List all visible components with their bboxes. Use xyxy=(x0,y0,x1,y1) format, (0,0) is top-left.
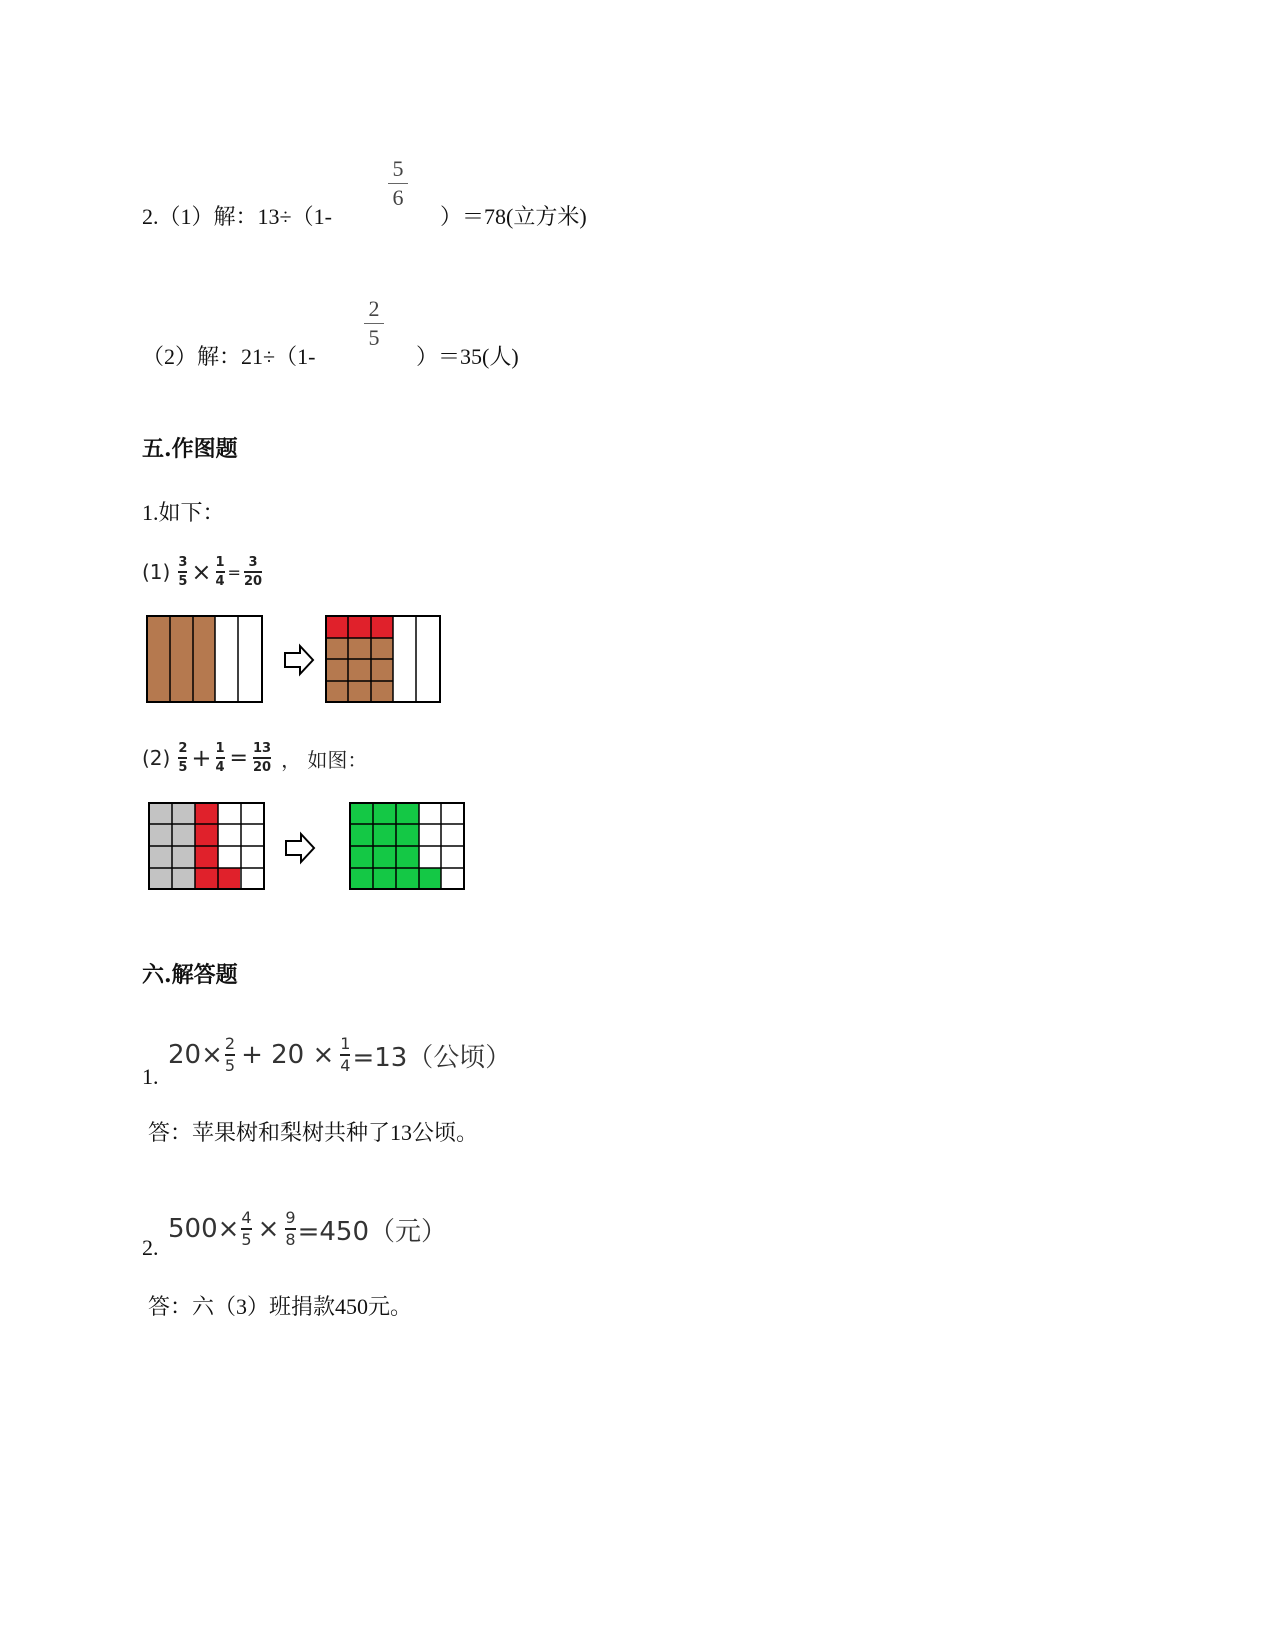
s6-q1-formula xyxy=(168,1028,511,1082)
fig2-fraction-b xyxy=(216,742,225,774)
shaded-cell xyxy=(218,868,240,889)
s6-q2-number: 2. xyxy=(142,1235,159,1260)
formula-term: 20× xyxy=(168,1040,223,1070)
shaded-cell xyxy=(326,616,393,638)
section5-item1: 1.如下： xyxy=(142,500,225,525)
fig2-diagram xyxy=(140,796,480,896)
fraction-numerator: 3 xyxy=(178,555,188,570)
fig1-diagram xyxy=(140,610,460,710)
fraction-denominator: 5 xyxy=(178,574,188,589)
fraction-denominator: 4 xyxy=(215,574,225,589)
formula-term: 500× xyxy=(168,1214,240,1244)
section6-heading: 六.解答题 xyxy=(142,962,238,988)
fraction-bar xyxy=(364,323,384,324)
formula-term: =450（元） xyxy=(297,1216,448,1247)
fig2-fraction-result xyxy=(253,742,271,774)
fraction-bar xyxy=(216,757,225,759)
formula-term: × xyxy=(257,1214,280,1244)
equals-sign: = xyxy=(229,745,248,771)
fraction-bar xyxy=(388,183,408,184)
s6-q2-answer: 答：六（3）班捐款450元。 xyxy=(148,1294,413,1319)
fraction-bar xyxy=(178,571,187,573)
section5-heading: 五.作图题 xyxy=(142,436,238,462)
equals-sign: = xyxy=(227,562,241,582)
times-sign: × xyxy=(191,558,212,586)
s6-q1-number: 1. xyxy=(142,1064,159,1089)
right-arrow-icon xyxy=(285,646,313,674)
shaded-cell xyxy=(326,638,393,702)
fraction-denominator: 20 xyxy=(252,760,272,775)
fraction-denominator: 5 xyxy=(178,760,188,775)
q2-part2-fraction xyxy=(364,296,384,351)
plus-sign: + xyxy=(191,744,212,772)
fraction-numerator: 2 xyxy=(178,741,188,756)
fraction-numerator: 2 xyxy=(224,1034,236,1054)
s6-q1-fraction-1 xyxy=(225,1036,235,1074)
s6-q2-fraction-1 xyxy=(241,1210,251,1248)
q2-part2-prefix: （2）解：21÷（1- xyxy=(142,344,316,369)
fraction-denominator: 4 xyxy=(340,1055,351,1075)
q2-part1-prefix: 2.（1）解：13÷（1- xyxy=(142,204,332,229)
fraction-numerator: 5 xyxy=(392,156,404,181)
fraction-denominator: 5 xyxy=(241,1229,252,1249)
fig1-left-grid xyxy=(147,616,262,702)
fraction-bar xyxy=(253,757,271,759)
s6-q2-formula xyxy=(168,1202,447,1256)
fraction-numerator: 1 xyxy=(215,741,225,756)
fig2-left-grid xyxy=(149,803,264,889)
shaded-cell xyxy=(419,868,441,889)
fraction-numerator: 13 xyxy=(252,741,272,756)
fig1-equation xyxy=(142,550,262,594)
fig1-fraction-result xyxy=(244,556,262,588)
fraction-denominator: 5 xyxy=(368,325,380,350)
fig2-right-grid xyxy=(350,803,464,889)
shaded-cell xyxy=(193,616,215,702)
fraction-denominator: 20 xyxy=(243,574,263,589)
right-arrow-icon xyxy=(286,834,314,862)
fraction-numerator: 2 xyxy=(368,296,380,321)
fig2-fraction-a xyxy=(178,742,187,774)
fraction-numerator: 1 xyxy=(340,1034,351,1054)
fraction-bar xyxy=(216,571,225,573)
fig2-equation xyxy=(142,736,367,780)
q2-part1-suffix: ）＝78(立方米) xyxy=(440,204,587,229)
fraction-numerator: 9 xyxy=(285,1208,296,1228)
shaded-cell xyxy=(170,616,193,702)
fig1-label: (1) xyxy=(142,560,171,584)
shaded-cell xyxy=(147,616,170,702)
fraction-denominator: 5 xyxy=(224,1055,236,1075)
fig1-fraction-b xyxy=(216,556,225,588)
s6-q1-answer: 答：苹果树和梨树共种了13公顷。 xyxy=(148,1120,479,1145)
formula-term: + 20 × xyxy=(241,1040,335,1070)
fraction-denominator: 8 xyxy=(285,1229,296,1249)
fraction-numerator: 4 xyxy=(241,1208,252,1228)
formula-term: =13（公顷） xyxy=(352,1042,512,1073)
fraction-numerator: 3 xyxy=(248,555,258,570)
q2-part1-fraction xyxy=(388,156,408,211)
fig2-label: (2) xyxy=(142,746,171,770)
s6-q2-fraction-2 xyxy=(285,1210,295,1248)
s6-q1-fraction-2 xyxy=(340,1036,350,1074)
fig1-right-grid xyxy=(326,616,440,702)
fig2-suffix: ， 如图： xyxy=(281,747,368,772)
fraction-denominator: 4 xyxy=(215,760,225,775)
fraction-bar xyxy=(244,571,262,573)
fraction-denominator: 6 xyxy=(392,185,404,210)
q2-part2-suffix: ）＝35(人) xyxy=(416,344,519,369)
fraction-numerator: 1 xyxy=(215,555,225,570)
fraction-bar xyxy=(178,757,187,759)
fig1-fraction-a xyxy=(178,556,187,588)
